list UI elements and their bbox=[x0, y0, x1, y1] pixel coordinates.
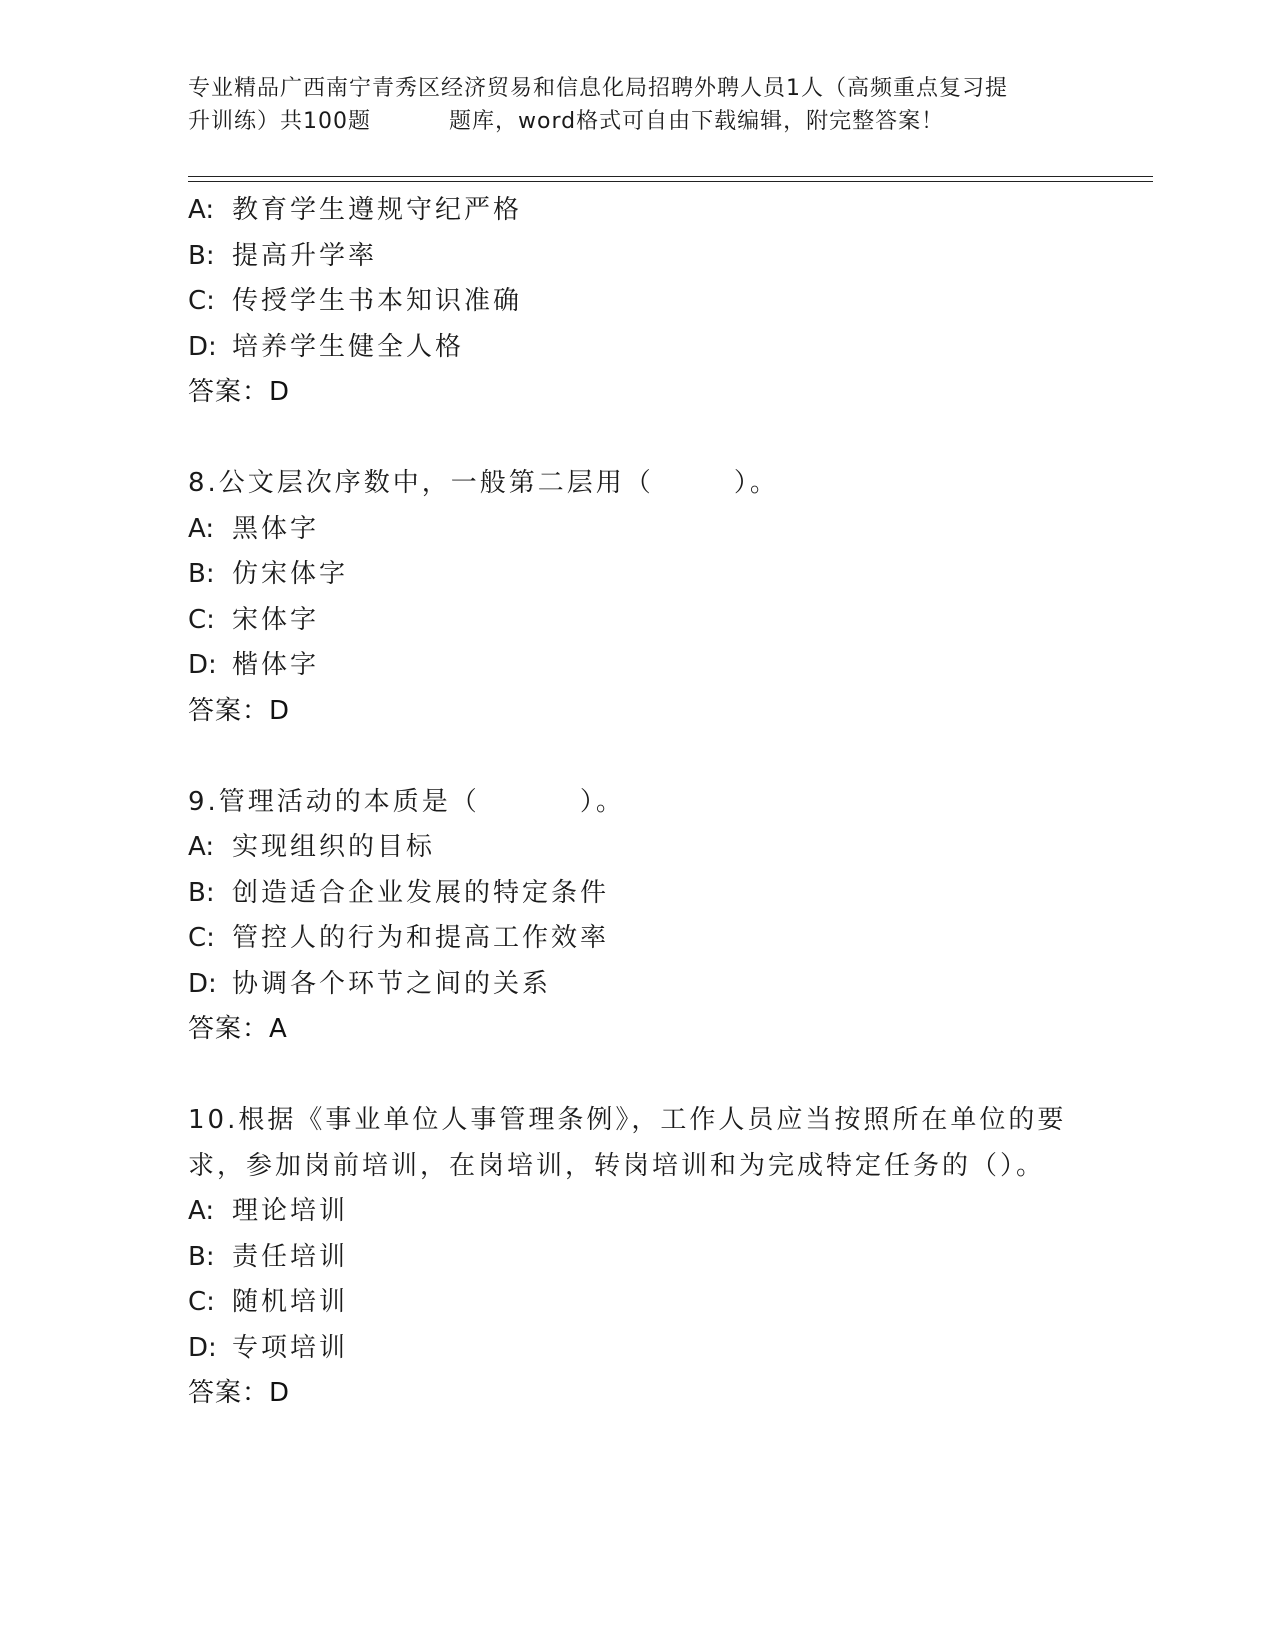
question-list bbox=[188, 188, 1148, 1417]
header-line-2 bbox=[188, 105, 1088, 138]
option-c bbox=[188, 1280, 1148, 1326]
option-key: A: bbox=[188, 832, 215, 862]
question-suffix: ）。 bbox=[733, 468, 779, 498]
question-8 bbox=[188, 461, 1148, 734]
header-line-2-part-1: 升训练）共100题 bbox=[188, 109, 371, 134]
option-d bbox=[188, 962, 1148, 1008]
answer-line: 答案：A bbox=[188, 1014, 288, 1044]
option-key: C: bbox=[188, 923, 215, 953]
option-text: 楷体字 bbox=[232, 650, 320, 680]
option-text: 专项培训 bbox=[232, 1332, 349, 1363]
option-key: D: bbox=[188, 331, 217, 362]
option-key: D: bbox=[188, 968, 217, 999]
question-text bbox=[188, 780, 1148, 826]
option-key: B: bbox=[188, 1241, 215, 1272]
option-key: B: bbox=[188, 559, 215, 589]
question-text-line-1: 10.根据《事业单位人事管理条例》，工作人员应当按照所在单位的要 bbox=[188, 1105, 1067, 1135]
answer-line: 答案：D bbox=[188, 1378, 291, 1408]
option-text: 随机培训 bbox=[232, 1287, 349, 1317]
option-text: 提高升学率 bbox=[232, 240, 378, 271]
option-a bbox=[188, 507, 1148, 553]
option-a bbox=[188, 825, 1148, 871]
option-d bbox=[188, 1326, 1148, 1372]
option-b bbox=[188, 234, 1148, 280]
option-key: A: bbox=[188, 513, 215, 544]
option-key: C: bbox=[188, 604, 215, 635]
header-divider-top bbox=[188, 176, 1153, 177]
option-text: 创造适合企业发展的特定条件 bbox=[232, 877, 610, 908]
option-text: 宋体字 bbox=[232, 604, 320, 635]
option-text: 教育学生遵规守纪严格 bbox=[232, 195, 523, 225]
question-prefix: 8.公文层次序数中，一般第二层用（ bbox=[188, 468, 654, 498]
question-10 bbox=[188, 1098, 1148, 1417]
header-line-2-part-2: 题库，word格式可自由下载编辑，附完整答案！ bbox=[449, 109, 945, 134]
option-text: 协调各个环节之间的关系 bbox=[232, 968, 552, 999]
option-b bbox=[188, 871, 1148, 917]
option-key: C: bbox=[188, 1287, 215, 1317]
option-text: 管控人的行为和提高工作效率 bbox=[232, 923, 610, 953]
option-key: A: bbox=[188, 1196, 215, 1226]
option-c bbox=[188, 598, 1148, 644]
header-line-1: 专业精品广西南宁青秀区经济贸易和信息化局招聘外聘人员1人（高频重点复习提 bbox=[188, 76, 1008, 101]
answer-line: 答案：D bbox=[188, 695, 291, 726]
question-prefix: 9.管理活动的本质是（ bbox=[188, 786, 480, 817]
question-9 bbox=[188, 780, 1148, 1053]
question-7-continued bbox=[188, 188, 1148, 416]
option-b bbox=[188, 552, 1148, 598]
option-key: C: bbox=[188, 286, 215, 316]
option-d bbox=[188, 643, 1148, 689]
question-text bbox=[188, 461, 1148, 507]
document-header bbox=[188, 72, 1088, 138]
option-key: B: bbox=[188, 877, 215, 908]
option-text: 实现组织的目标 bbox=[232, 832, 436, 862]
option-text: 黑体字 bbox=[232, 513, 320, 544]
option-text: 培养学生健全人格 bbox=[232, 331, 465, 362]
option-key: D: bbox=[188, 1332, 217, 1363]
option-a bbox=[188, 188, 1148, 234]
option-key: A: bbox=[188, 195, 215, 225]
option-text: 责任培训 bbox=[232, 1241, 349, 1272]
answer-line: 答案：D bbox=[188, 377, 291, 407]
option-key: B: bbox=[188, 240, 215, 271]
question-text-line-2: 求，参加岗前培训，在岗培训，转岗培训和为完成特定任务的（）。 bbox=[188, 1150, 1046, 1181]
option-key: D: bbox=[188, 650, 217, 680]
option-d bbox=[188, 325, 1148, 371]
option-text: 理论培训 bbox=[232, 1196, 349, 1226]
option-c bbox=[188, 916, 1148, 962]
question-suffix: ）。 bbox=[579, 786, 625, 817]
option-c bbox=[188, 279, 1148, 325]
option-text: 仿宋体字 bbox=[232, 559, 349, 589]
header-divider-bottom bbox=[188, 181, 1153, 182]
option-text: 传授学生书本知识准确 bbox=[232, 286, 523, 316]
option-a bbox=[188, 1189, 1148, 1235]
option-b bbox=[188, 1235, 1148, 1281]
